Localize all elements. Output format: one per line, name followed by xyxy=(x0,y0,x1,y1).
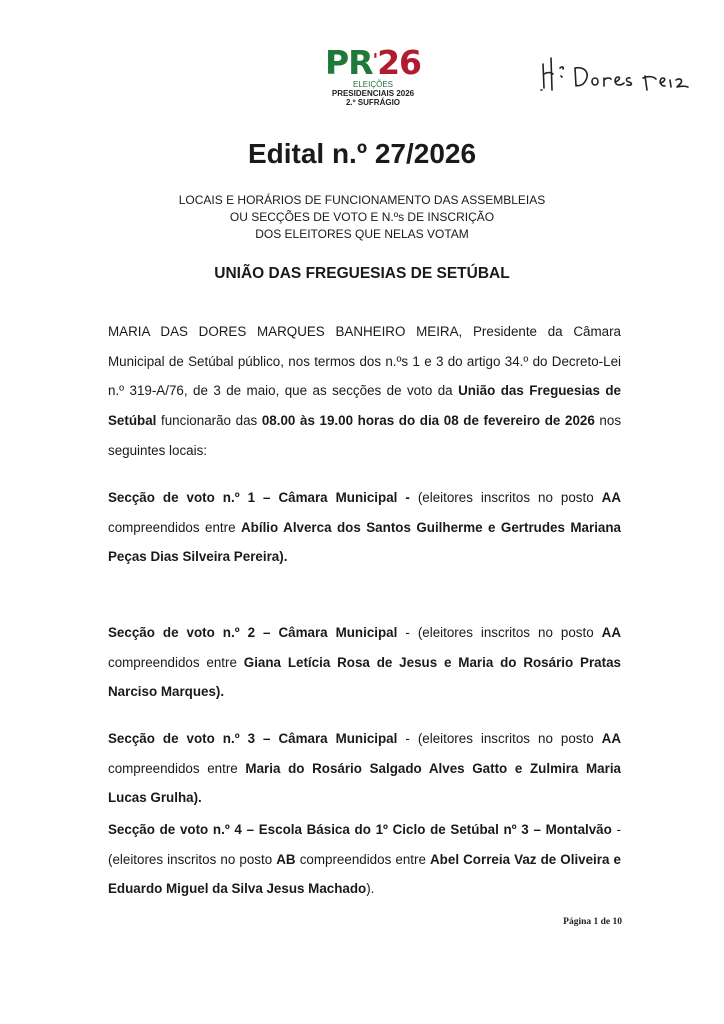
voting-section-3: Secção de voto n.º 3 – Câmara Municipal - (eleitores inscritos no posto AA compreendidos entre Maria do Rosário Salgado Alves Gatto e Zulmira Maria Lucas Grulha). xyxy=(108,731,622,806)
logo-pr: PR xyxy=(324,43,373,82)
posto-code: AB xyxy=(276,851,296,867)
edital-subtitle xyxy=(0,192,724,243)
voting-section-1: Secção de voto n.º 1 – Câmara Municipal - (eleitores inscritos no posto AA compreendidos entre Abílio Alverca dos Santos Guilherme e Gertrudes Mariana Peças Dias Silveira Pereira). xyxy=(108,490,622,565)
voting-section-4: Secção de voto n.º 4 – Escola Básica do 1º Ciclo de Setúbal nº 3 – Montalvão - (eleitores inscritos no posto AB compreendidos entre Abel Correia Vaz de Oliveira e Eduardo Miguel da Silva Jesus Machado). xyxy=(108,822,621,897)
entity-heading: UNIÃO DAS FREGUESIAS DE SETÚBAL xyxy=(214,265,510,282)
voter-range: Abel Correia Vaz de Oliveira e Eduardo Miguel da Silva Jesus Machado xyxy=(108,851,621,897)
subtitle-line: LOCAIS E HORÁRIOS DE FUNCIONAMENTO DAS ASSEMBLEIAS xyxy=(178,193,546,207)
logo-line-sufragio: 2.º SUFRÁGIO xyxy=(345,98,401,107)
voter-range: Abílio Alverca dos Santos Guilherme e Gertrudes Mariana Peças Dias Silveira Pereira xyxy=(108,519,621,565)
posto-code: AA xyxy=(601,625,621,640)
logo-subtitle xyxy=(298,80,448,107)
voter-range: Giana Letícia Rosa de Jesus e Maria do Rosário Pratas Narciso Marques xyxy=(108,654,621,700)
voter-range: Maria do Rosário Salgado Alves Gatto e Zulmira Maria Lucas Grulha xyxy=(108,760,622,806)
logo-mark xyxy=(298,43,448,82)
section-heading: Secção de voto n.º 2 – Câmara Municipal xyxy=(108,625,398,640)
logo-line-eleicoes: ELEIÇÕES xyxy=(352,80,393,89)
page-number: Página 1 de 10 xyxy=(563,917,622,927)
section-heading: Secção de voto n.º 3 – Câmara Municipal xyxy=(108,731,398,746)
edital-title: Edital n.º 27/2026 xyxy=(247,138,477,169)
subtitle-line: DOS ELEITORES QUE NELAS VOTAM xyxy=(255,227,469,241)
logo-line-presidenciais: PRESIDENCIAIS 2026 xyxy=(331,89,415,98)
subtitle-line: OU SECÇÕES DE VOTO E N.ºs DE INSCRIÇÃO xyxy=(229,210,495,224)
intro-paragraph: MARIA DAS DORES MARQUES BANHEIRO MEIRA, Presidente da Câmara Municipal de Setúbal público, nos termos dos n.ºs 1 e 3 do artigo 34.º do Decreto-Lei n.º 319-A/76, de 3 de maio, que as secções de voto da União das Freguesias de Setúbal funcionarão das 08.00 às 19.00 horas do dia 08 de fevereiro de 2026 nos seguintes locais: xyxy=(108,324,622,458)
voting-section-2: Secção de voto n.º 2 – Câmara Municipal - (eleitores inscritos no posto AA compreendidos entre Giana Letícia Rosa de Jesus e Maria do Rosário Pratas Narciso Marques). xyxy=(108,625,621,700)
logo-tick: ' xyxy=(372,50,378,71)
posto-code: AA xyxy=(601,490,622,505)
handwritten-signature xyxy=(535,50,705,100)
pr26-logo xyxy=(298,43,448,107)
logo-26: 26 xyxy=(377,43,422,82)
section-heading: Secção de voto n.º 1 – Câmara Municipal - xyxy=(108,490,410,505)
posto-code: AA xyxy=(601,731,621,746)
section-heading: Secção de voto n.º 4 – Escola Básica do 1º Ciclo de Setúbal nº 3 – Montalvão xyxy=(108,822,612,837)
